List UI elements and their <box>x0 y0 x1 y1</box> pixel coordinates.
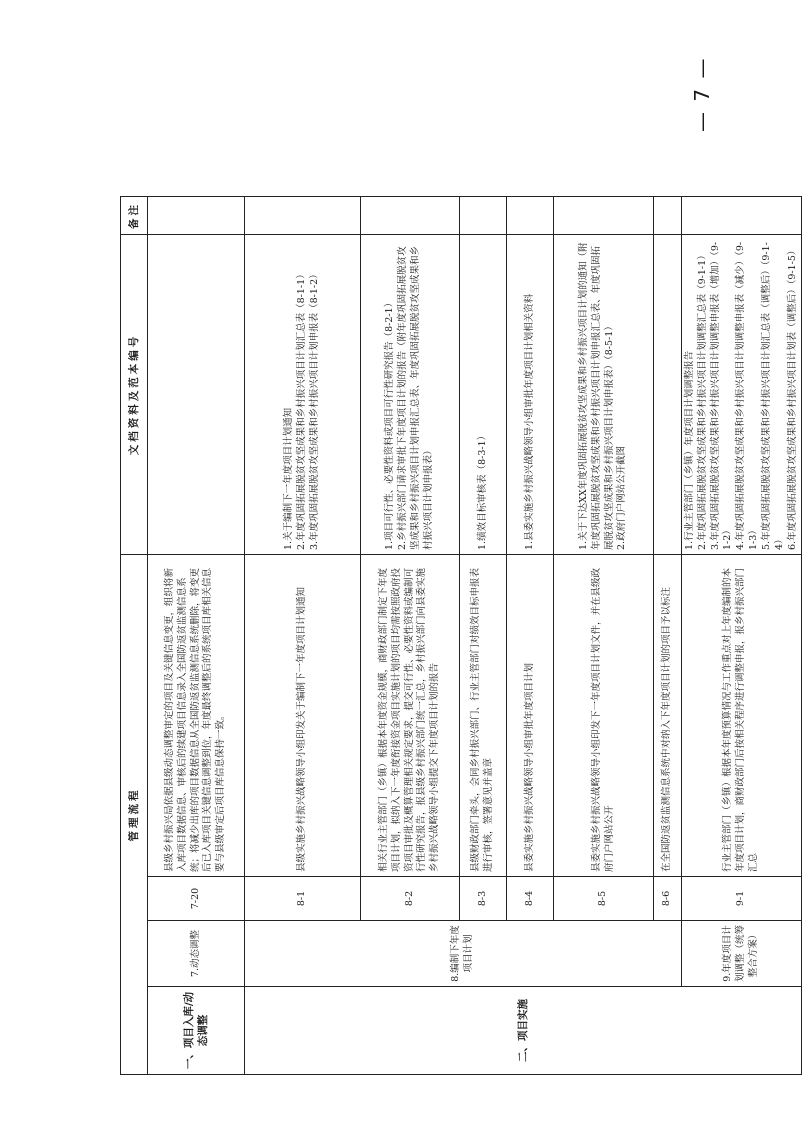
process-text: 县级乡村振兴局依据县级动态调整审定的项目及关键信息变更，组织将新入库项目数据信息、审核后的续建项目信息录入全国防返贫监测信息系统；将减少出库的项目数据信息从全国防返贫监测信息系统删除，将变更后已入库项目关键信息调整到位，年度最终调整后的系统项目库相关信息要与县级审定后项目库信息保持一致。 <box>148 555 245 877</box>
row-number: 9-1 <box>682 877 802 921</box>
note-cell <box>245 197 361 235</box>
note-cell <box>460 197 507 235</box>
note-cell <box>682 197 802 235</box>
row-number: 8-6 <box>654 877 682 921</box>
table-row <box>148 197 245 1075</box>
docs-cell <box>460 235 507 555</box>
row-number: 8-4 <box>507 877 554 921</box>
step-dynamic-adjust: 7.动态调整 <box>148 921 245 987</box>
docs-cell <box>148 235 245 555</box>
row-number: 8-2 <box>361 877 460 921</box>
note-cell <box>507 197 554 235</box>
step-plan-adjust: 9.年度项目计划调整（统筹整合方案） <box>682 921 802 987</box>
doc-item: 1.关于编制下一年度项目计划通知 <box>283 407 295 550</box>
row-number: 8-5 <box>554 877 654 921</box>
doc-item: 6.年度巩固拓展脱贫攻坚成果和乡村振兴项目计划表（调整后）（9-1-5） <box>786 245 798 550</box>
note-cell <box>654 197 682 235</box>
docs-cell <box>682 235 802 555</box>
doc-item: 1.行业主管部门（乡镇）年度项目计划调整报告 <box>684 350 695 550</box>
row-number: 7-20 <box>148 877 245 921</box>
process-text: 行业主管部门（乡镇）根据本年度预算情况与工作重点对上年度编制的本年度项目计划，商财政部门后按相关程序进行调整申报，报乡村振兴部门汇总 <box>682 555 802 877</box>
process-text: 县级财政部门牵头，会同乡村振兴部门、行业主管部门对绩效目标申报表进行审核，签署意见并盖章 <box>460 555 507 877</box>
process-text: 县委实施乡村振兴战略领导小组印发下一年度项目计划文件，并在县级政府门户网站公开 <box>554 555 654 877</box>
process-text: 县委实施乡村振兴战略领导小组审批年度项目计划 <box>507 555 554 877</box>
doc-item: 1.县委实施乡村振兴战略领导小组审批年度项目计划相关资料 <box>523 293 535 550</box>
doc-item: 4.年度巩固拓展脱贫攻坚成果和乡村振兴项目计划调整申报表（减少）（9-1-3） <box>735 241 760 550</box>
docs-cell <box>507 235 554 555</box>
doc-item: 2.乡村振兴部门请求审批下年度项目计划的报告（附年度巩固拓展脱贫攻坚成果和乡村振兴项目计划申报汇总表、年度巩固拓展脱贫攻坚成果和乡村振兴项目计划申报表） <box>397 245 434 550</box>
doc-item: 5.年度巩固拓展脱贫攻坚成果和乡村振兴项目计划汇总表（调整后）（9-1-4） <box>760 242 785 550</box>
phase-implementation: 二、项目实施 <box>245 987 802 1075</box>
doc-item: 3.年度巩固拓展脱贫攻坚成果和乡村振兴项目计划申报表（8-1-2） <box>308 269 320 550</box>
doc-item: 2.年度巩固拓展脱贫攻坚成果和乡村振兴项目计划汇总表（8-1-1） <box>296 269 308 550</box>
page-number: — 7 — <box>690 56 714 132</box>
note-cell <box>554 197 654 235</box>
management-process-table <box>120 196 802 1075</box>
process-text: 县级实施乡村振兴战略领导小组印发关于编制下一年度项目计划通知 <box>245 555 361 877</box>
header-note: 备注 <box>121 197 148 235</box>
step-annual-plan: 8.编制下年度项目计划 <box>245 921 682 987</box>
note-cell <box>148 197 245 235</box>
header-process: 管理流程 <box>121 555 148 1075</box>
table-row <box>245 197 361 1075</box>
doc-item: 1.绩效目标审核表（8-3-1） <box>476 430 488 550</box>
table-row <box>682 197 802 1075</box>
table-header-row <box>121 197 148 1075</box>
process-text: 在全国防返贫监测信息系统中对纳入下年度项目计划的项目予以标注 <box>654 555 682 877</box>
doc-item: 1.关于下达XX年度巩固拓展脱贫攻坚成果和乡村振兴项目计划的通知（附年度巩固拓展脱贫攻坚成果和乡村振兴项目计划申报汇总表、年度巩固拓展脱贫攻坚成果和乡村振兴项目计划申报表）（8-5-1） <box>577 242 615 550</box>
doc-item: 3.年度巩固拓展脱贫攻坚成果和乡村振兴项目计划调整申报表（增加）（9-1-2） <box>709 241 734 550</box>
docs-cell <box>245 235 361 555</box>
row-number: 8-1 <box>245 877 361 921</box>
header-docs: 文档资料及范本编号 <box>121 235 148 555</box>
docs-cell <box>554 235 654 555</box>
docs-cell <box>361 235 460 555</box>
doc-item: 2.政府门户网站公开截图 <box>616 445 628 550</box>
doc-item: 2.年度巩固拓展脱贫攻坚成果和乡村振兴项目计划调整汇总表（9-1-1） <box>696 250 708 550</box>
docs-cell <box>654 235 682 555</box>
phase-project-library: 一、项目入库/动态调整 <box>148 987 245 1075</box>
doc-item: 1.项目可行性、必要性资料或项目可行性研究报告（8-2-1） <box>384 297 396 550</box>
row-number: 8-3 <box>460 877 507 921</box>
note-cell <box>361 197 460 235</box>
process-text: 相关行业主管部门（乡镇）根据本年度资金规模，商财政部门制定下年度项目计划，拟纳入下一年度衔接资金项目实施计划的项目均需按照政府投资项目审批及概算管理相关规定要求，提交可行性、必要性资料或编制可行性研究报告，报县级乡村振兴部门统一汇总，乡村振兴部门向县委实施乡村振兴战略领导小组提交下年度项目计划的报告 <box>361 555 460 877</box>
